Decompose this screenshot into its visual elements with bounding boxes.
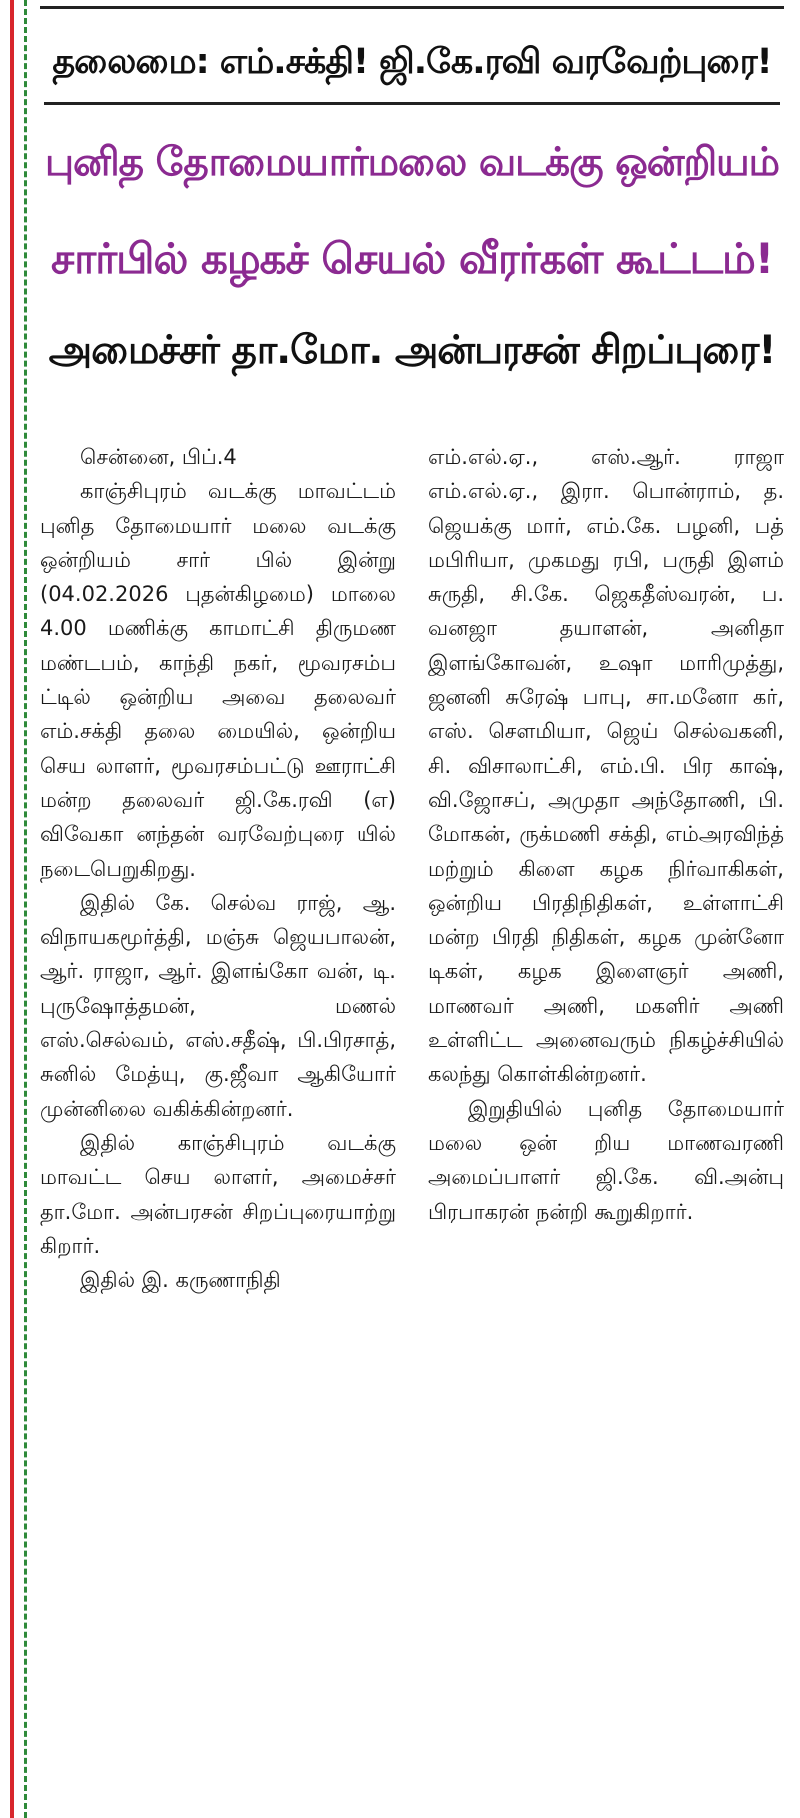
article-paragraph: காஞ்சிபுரம் வடக்கு மாவட்டம் புனித தோமையார் மலை வடக்கு ஒன்றியம் சார் பில் இன்று (04.02.2026 புதன்கிழமை) மாலை 4.00 மணிக்கு காமாட்சி திருமண மண்டபம், காந்தி நகர், மூவரசம்ப ட்டில் ஒன்றிய அவை தலைவர் எம்.சக்தி தலை மையில், ஒன்றிய செய லாளர், மூவரசம்பட்டு ஊராட்சி மன்ற தலைவர் ஜி.கே.ரவி (எ) விவேகா னந்தன் வரவேற்புரை யில் நடைபெறுகிறது. <box>40 479 396 881</box>
news-clipping <box>40 20 784 1293</box>
article-paragraph: இதில் காஞ்சிபுரம் வடக்கு மாவட்ட செய லாளர், அமைச்சர் தா.மோ. அன்பரசன் சிறப்புரையாற்று கிறார். <box>40 1130 396 1258</box>
article-paragraph: இறுதியில் புனித தோமையார் மலை ஒன் றிய மாணவரணி அமைப்பாளர் ஜி.கே. வி.அன்பு பிரபாகரன் நன்றி கூறுகிறார். <box>428 1096 784 1224</box>
left-dashed-border <box>24 0 27 1818</box>
dateline: சென்னை, பிப்.4 <box>80 445 237 469</box>
article-paragraph: எம்.எல்.ஏ., எஸ்.ஆர். ராஜா எம்.எல்.ஏ., இரா. பொன்ராம், த. ஜெயக்கு மார், எம்.கே. பழனி, பத் மபிரியா, முகமது ரபி, பருதி இளம் சுருதி, சி.கே. ஜெகதீஸ்வரன், ப. வனஜா தயாளன், அனிதா இளங்கோவன், உஷா மாரிமுத்து, ஜனனி சுரேஷ் பாபு, சா.மனோ கர், எஸ். சௌமியா, ஜெய் செல்வகனி, சி. விசாலாட்சி, எம்.பி. பிர காஷ், வி.ஜோசப், அமுதா அந்தோணி, பி. மோகன், ருக்மணி சக்தி, எம்அரவிந்த் மற்றும் கிளை கழக நிர்வாகிகள், ஒன்றிய பிரதிநிதிகள், உள்ளாட்சி மன்ற பிரதி நிதிகள், கழக முன்னோ டிகள், கழக இளைஞர் அணி, மாணவர் அணி, மகளிர் அணி உள்ளிட்ட அனைவரும் நிகழ்ச்சியில் கலந்து கொள்கின்றனர். <box>428 445 784 1087</box>
headline-minister-speech: அமைச்சர் தா.மோ. அன்பரசன் சிறப்புரை! <box>48 328 776 373</box>
top-rule <box>40 6 784 9</box>
left-red-border <box>10 0 14 1818</box>
article-body <box>40 440 784 1297</box>
article-column-left <box>40 440 396 1297</box>
article-paragraph: இதில் கே. செல்வ ராஜ், ஆ. விநாயகமூர்த்தி, மஞ்சு ஜெயபாலன், ஆர். ராஜா, ஆர். இளங்கோ வன், டி. புருஷோத்தமன், மணல் எஸ்.செல்வம், எஸ்.சதீஷ், பி.பிரசாத், சுனில் மேத்யு, கு.ஜீவா ஆகியோர் முன்னிலை வகிக்கின்றனர். <box>40 890 396 1121</box>
article-paragraph: இதில் இ. கருணாநிதி <box>80 1268 281 1293</box>
headline-main-line1: புனித தோமையார்மலை வடக்கு ஒன்றியம் <box>44 140 780 185</box>
headline-main-line2: சார்பில் கழகச் செயல் வீரர்கள் கூட்டம்! <box>51 234 773 283</box>
article-column-right <box>428 440 784 1297</box>
headline-divider <box>44 102 780 105</box>
headline-chairmanship: தலைமை: எம்.சக்தி! ஜி.கே.ரவி வரவேற்புரை! <box>52 42 772 82</box>
